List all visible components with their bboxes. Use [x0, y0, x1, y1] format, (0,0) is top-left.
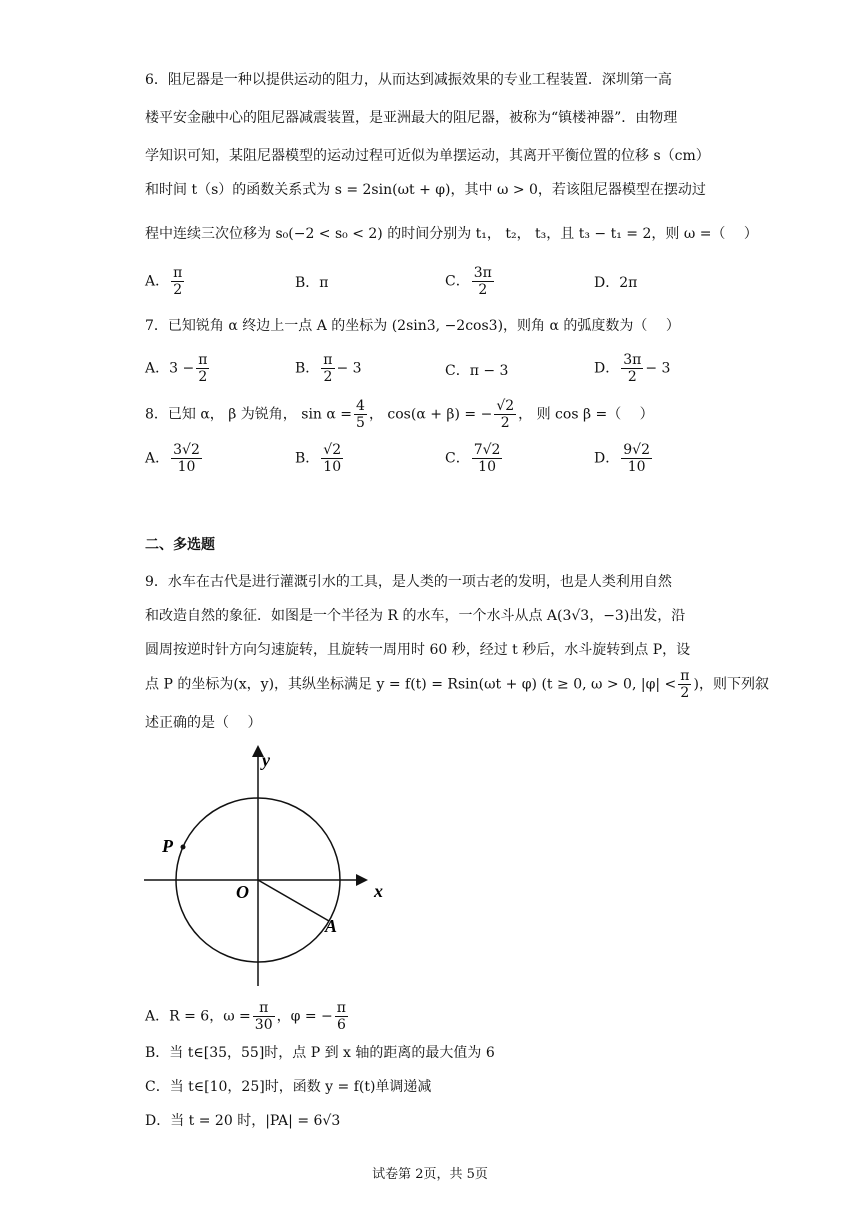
section-heading: 二、多选题 — [145, 537, 215, 553]
q7-option-a[interactable]: A．3 − $\frac{\pi}{2}$ — [145, 352, 208, 385]
q6-option-a[interactable]: A． $\frac{\pi}{2}$ — [145, 265, 183, 298]
q6-line-1: 6．阻尼器是一种以提供运动的阻力，从而达到减振效果的专业工程装置．深圳第一高 — [145, 72, 672, 88]
q7-option-b[interactable]: B． $\frac{\pi}{2}$ − 3 — [295, 352, 362, 385]
q7-option-c[interactable]: C．π − 3 — [445, 363, 509, 379]
q7-line-1: 7．已知锐角 α 终边上一点 A 的坐标为 (2sin3, −2cos3)，则角 α 的弧度数为（ ） — [145, 318, 680, 334]
q8-option-b[interactable]: B． $\frac{√2}{10}$ — [295, 442, 342, 475]
q9-option-a[interactable]: A．R = 6，ω = $\frac{\pi}{30}$ ，φ = − $\frac{\pi}{6}$ — [145, 1000, 346, 1033]
label-x: x — [374, 881, 383, 901]
page-footer: 试卷第 2页，共 5页 — [372, 1167, 488, 1182]
q6-option-d[interactable]: D．2π — [594, 275, 638, 291]
q6-line-3: 学知识可知，某阻尼器模型的运动过程可近似为单摆运动，其离开平衡位置的位移 s（cm） — [145, 148, 710, 164]
q8-option-a[interactable]: A． $\frac{3√2}{10}$ — [145, 442, 200, 475]
q8-line-1: 8．已知 α， β 为锐角， sin α = $\frac{4}{5}$ ， cos(α + β) = − $\frac{√2}{2}$ ， 则 cos β =（ ） — [145, 398, 654, 431]
q7-option-d[interactable]: D． $\frac{3\pi}{2}$ − 3 — [594, 352, 671, 385]
label-y: y — [262, 750, 270, 770]
q9-line-1: 9．水车在古代是进行灌溉引水的工具，是人类的一项古老的发明，也是人类利用自然 — [145, 574, 672, 590]
q9-option-c[interactable]: C．当 t∈[10，25]时，函数 y = f(t)单调递减 — [145, 1079, 432, 1095]
q9-line-2: 和改造自然的象征．如图是一个半径为 R 的水车，一个水斗从点 A(3√3，−3)出发，沿 — [145, 608, 686, 624]
q9-line-3: 圆周按逆时针方向匀速旋转，且旋转一周用时 60 秒，经过 t 秒后，水斗旋转到点 P，设 — [145, 642, 691, 658]
q6-line-4: 和时间 t（s）的函数关系式为 s = 2sin(ωt + φ)，其中 ω > 0，若该阻尼器模型在摆动过 — [145, 182, 706, 198]
q8-option-d[interactable]: D． $\frac{9√2}{10}$ — [594, 442, 650, 475]
label-a: A — [325, 916, 338, 936]
q8-option-c[interactable]: C． $\frac{7√2}{10}$ — [445, 442, 501, 475]
q9-option-d[interactable]: D．当 t = 20 时，|PA| = 6√3 — [145, 1113, 341, 1129]
radius-oa — [258, 880, 329, 921]
q9-option-b[interactable]: B．当 t∈[35，55]时，点 P 到 x 轴的距离的最大值为 6 — [145, 1045, 495, 1061]
q6-option-b[interactable]: B．π — [295, 275, 329, 291]
label-p: P — [162, 836, 173, 856]
water-wheel-figure — [140, 742, 400, 992]
q6-line-2: 楼平安金融中心的阻尼器减震装置，是亚洲最大的阻尼器，被称为“镇楼神器”．由物理 — [145, 110, 678, 126]
label-o: O — [236, 882, 249, 902]
q9-line-5: 述正确的是（ ） — [145, 715, 262, 731]
q6-line-5: 程中连续三次位移为 s₀(−2 < s₀ < 2) 的时间分别为 t₁， t₂， t₃，且 t₃ − t₁ = 2，则 ω =（ ） — [145, 226, 758, 242]
q9-line-4: 点 P 的坐标为(x，y)，其纵坐标满足 y = f(t) = Rsin(ωt + φ) (t ≥ 0, ω > 0, |φ| < $\frac{\pi}{2}$ )，则下列叙 — [145, 668, 769, 701]
point-p — [181, 845, 186, 850]
q6-option-c[interactable]: C． $\frac{3\pi}{2}$ — [445, 265, 492, 298]
